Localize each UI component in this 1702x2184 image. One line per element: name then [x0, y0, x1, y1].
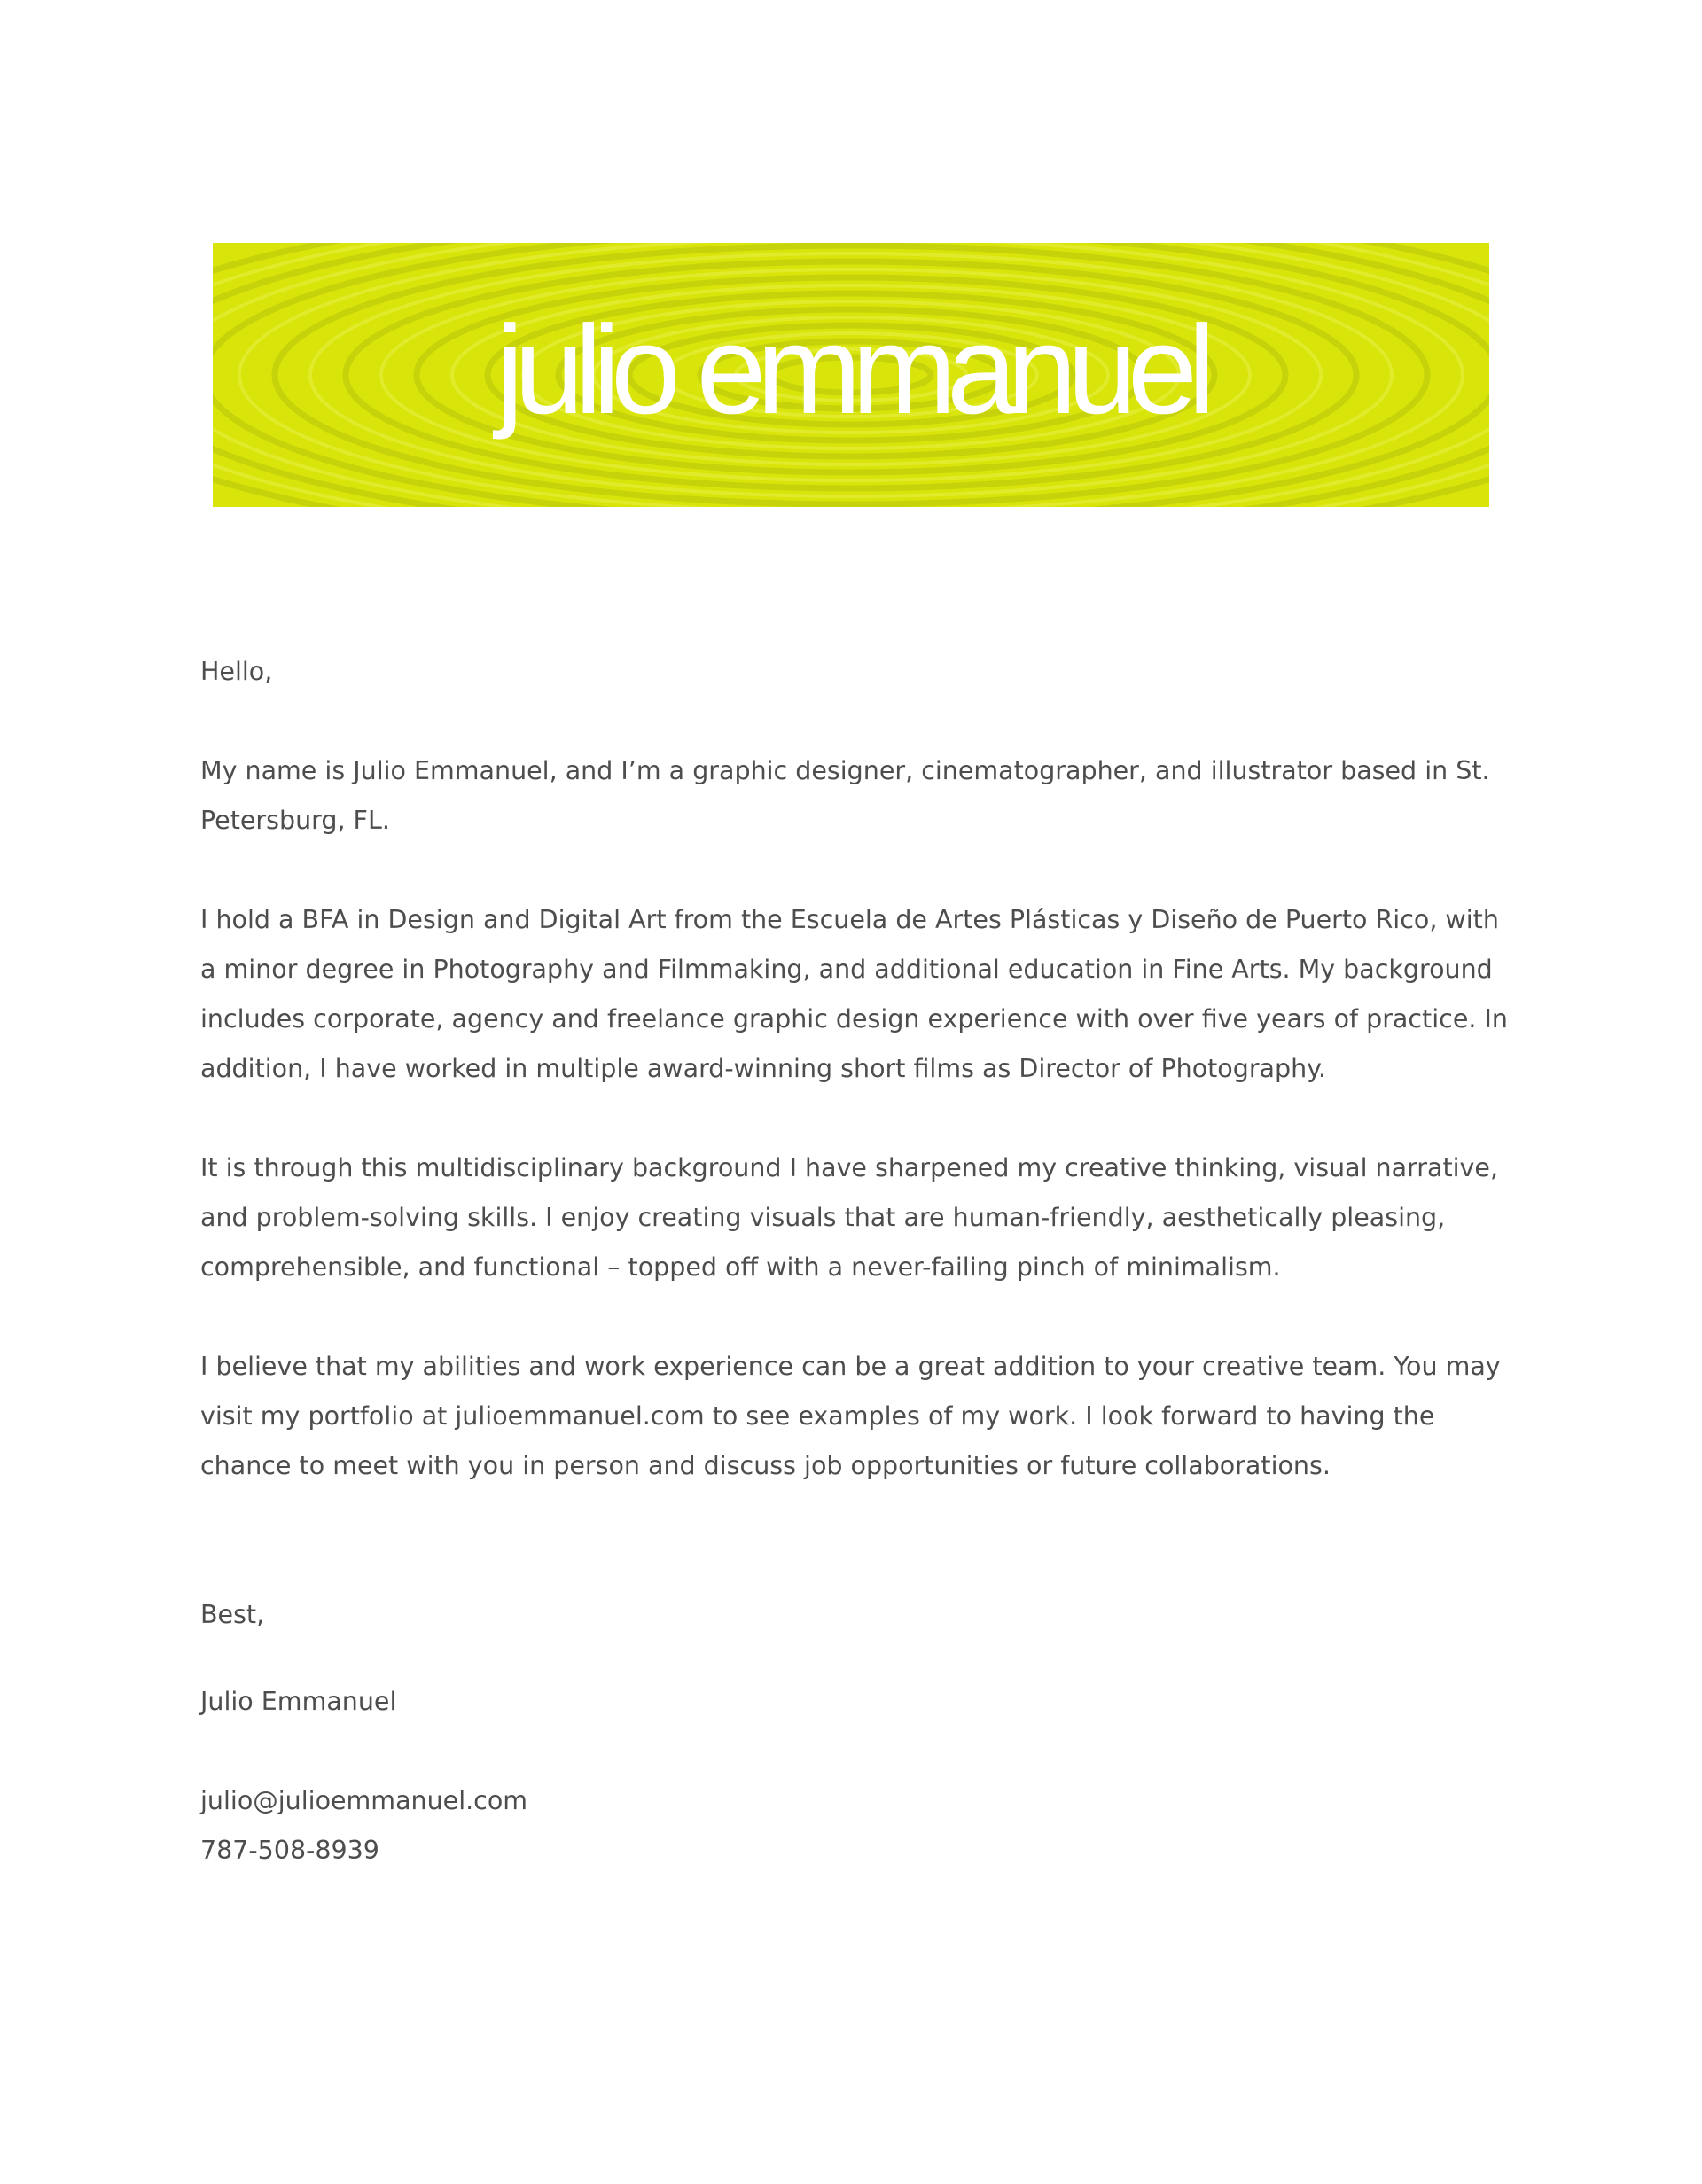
- email-address[interactable]: julio@julioemmanuel.com: [200, 1786, 528, 1815]
- paragraph-education: I hold a BFA in Design and Digital Art from the Escuela de Artes Plásticas y Diseño de Puerto Rico, with a minor degree in Photography and Filmmaking, and additional education in Fine Arts. My background includes corporate, agency and freelance graphic design experience with over five years of practice. In addition, I have worked in multiple award-winning short films as Director of Photography.: [200, 905, 1508, 1083]
- letter-body: [200, 647, 1512, 1876]
- paragraph-skills: It is through this multidisciplinary background I have sharpened my creative thinking, visual narrative, and problem-solving skills. I enjoy creating visuals that are human-friendly, aesthetically pleasing, comprehensible, and functional – topped off with a never-failing pinch of minimalism.: [200, 1153, 1499, 1282]
- header-banner: [213, 243, 1489, 507]
- phone-number[interactable]: 787-508-8939: [200, 1836, 379, 1865]
- closing: Best,: [200, 1600, 265, 1629]
- logo-wordmark: julio emmanuel: [496, 300, 1206, 441]
- signature: Julio Emmanuel: [200, 1687, 397, 1716]
- greeting: Hello,: [200, 657, 273, 686]
- paragraph-portfolio: I believe that my abilities and work experience can be a great addition to your creative team. You may visit my portfolio at julioemmanuel.com to see examples of my work. I look forward to having the chance to meet with you in person and discuss job opportunities or future collaborations.: [200, 1352, 1501, 1480]
- paragraph-intro: My name is Julio Emmanuel, and I’m a graphic designer, cinematographer, and illustrator based in St. Petersburg, FL.: [200, 756, 1490, 835]
